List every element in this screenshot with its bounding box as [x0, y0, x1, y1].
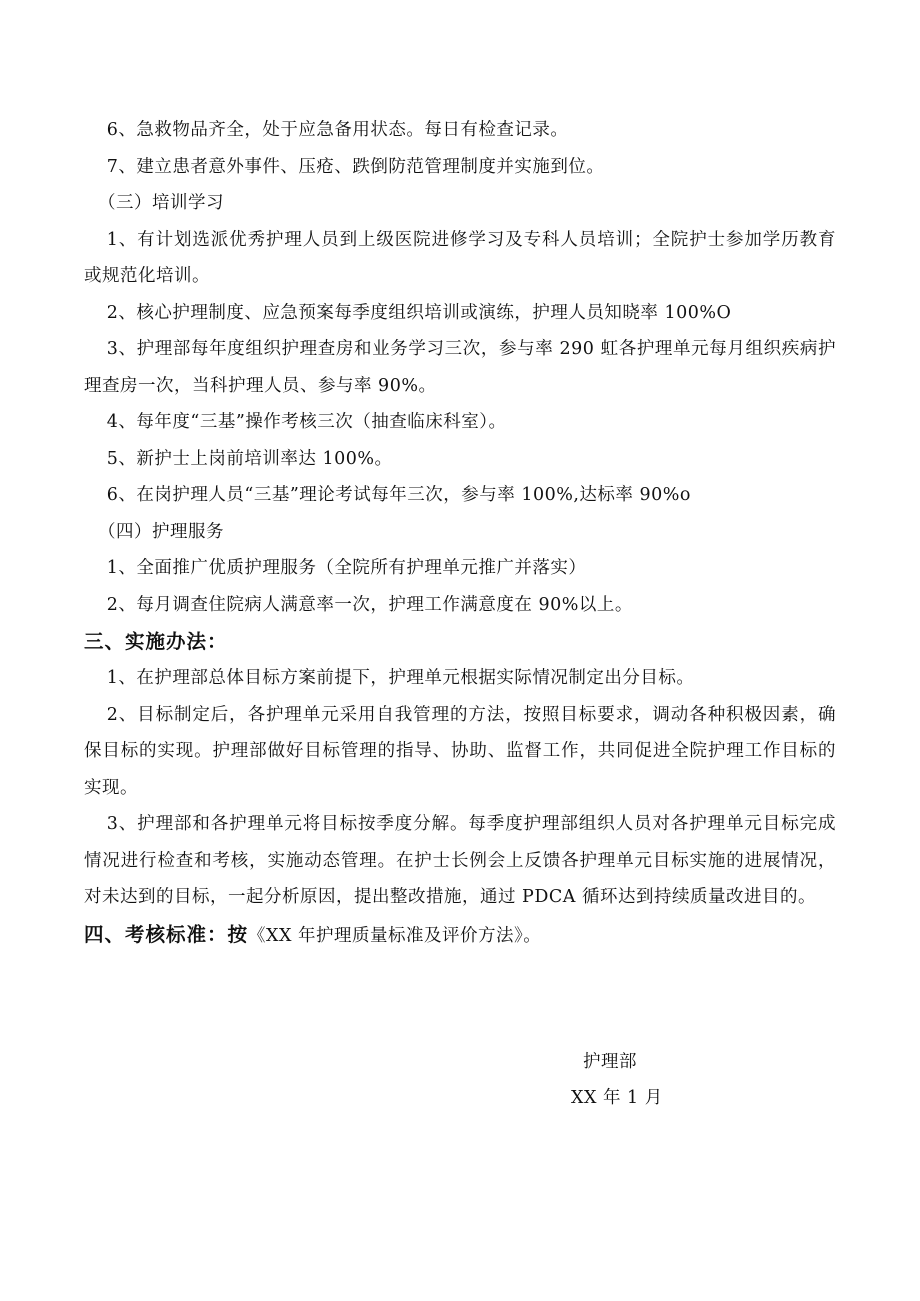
service-item-1: 1、全面推广优质护理服务（全院所有护理单元推广并落实）: [106, 558, 587, 578]
training-item-1: 1、有计划选派优秀护理人员到上级医院进修学习及专科人员培训；全院护士参加学历教育或规范化培训。: [84, 229, 836, 286]
training-item-6: 6、在岗护理人员“三基”理论考试每年三次，参与率 100%,达标率 90%o: [106, 485, 691, 505]
heading-assessment: [84, 916, 836, 955]
method-item-1: 1、在护理部总体目标方案前提下，护理单元根据实际情况制定出分目标。: [106, 668, 695, 688]
training-item-2: 2、核心护理制度、应急预案每季度组织培训或演练，护理人员知晓率 100%O: [106, 302, 732, 323]
section-training-title: （三）培训学习: [98, 193, 224, 213]
training-item-5: 5、新护士上岗前培训率达 100%。: [106, 448, 393, 469]
heading-implementation: 三、实施办法：: [84, 630, 228, 653]
method-item-3: 3、护理部和各护理单元将目标按季度分解。每季度护理部组织人员对各护理单元目标完成情况进行检查和考核，实施动态管理。在护士长例会上反馈各护理单元目标实施的进展情况，对未达到的目标，一起分析原因，提出整改措施，通过 PDCA 循环达到持续质量改进目的。: [84, 814, 836, 907]
document-body: [84, 112, 836, 955]
method-item-2: 2、目标制定后，各护理单元采用自我管理的方法，按照目标要求，调动各种积极因素，确保目标的实现。护理部做好目标管理的指导、协助、监督工作，共同促进全院护理工作目标的实现。: [84, 704, 836, 798]
signature-date: XX 年 1 月: [571, 1088, 663, 1108]
section-service-title: （四）护理服务: [98, 521, 224, 542]
heading-assessment-reference: 《XX 年护理质量标准及评价方法》。: [248, 925, 542, 946]
item-emergency-supplies: 6、急救物品齐全，处于应急备用状态。每日有检查记录。: [106, 120, 569, 140]
training-item-3: 3、护理部每年度组织护理查房和业务学习三次，参与率 290 虹各护理单元每月组织疾病护理查房一次，当科护理人员、参与率 90%。: [84, 339, 836, 396]
heading-assessment-label: 四、考核标准：按: [84, 922, 249, 946]
signature-department: 护理部: [583, 1052, 637, 1072]
service-item-2: 2、每月调查住院病人满意率一次，护理工作满意度在 90%以上。: [106, 594, 633, 615]
training-item-4: 4、每年度“三基”操作考核三次（抽查临床科室）。: [106, 412, 507, 432]
item-accident-prevention: 7、建立患者意外事件、压疮、跌倒防范管理制度并实施到位。: [106, 156, 605, 177]
